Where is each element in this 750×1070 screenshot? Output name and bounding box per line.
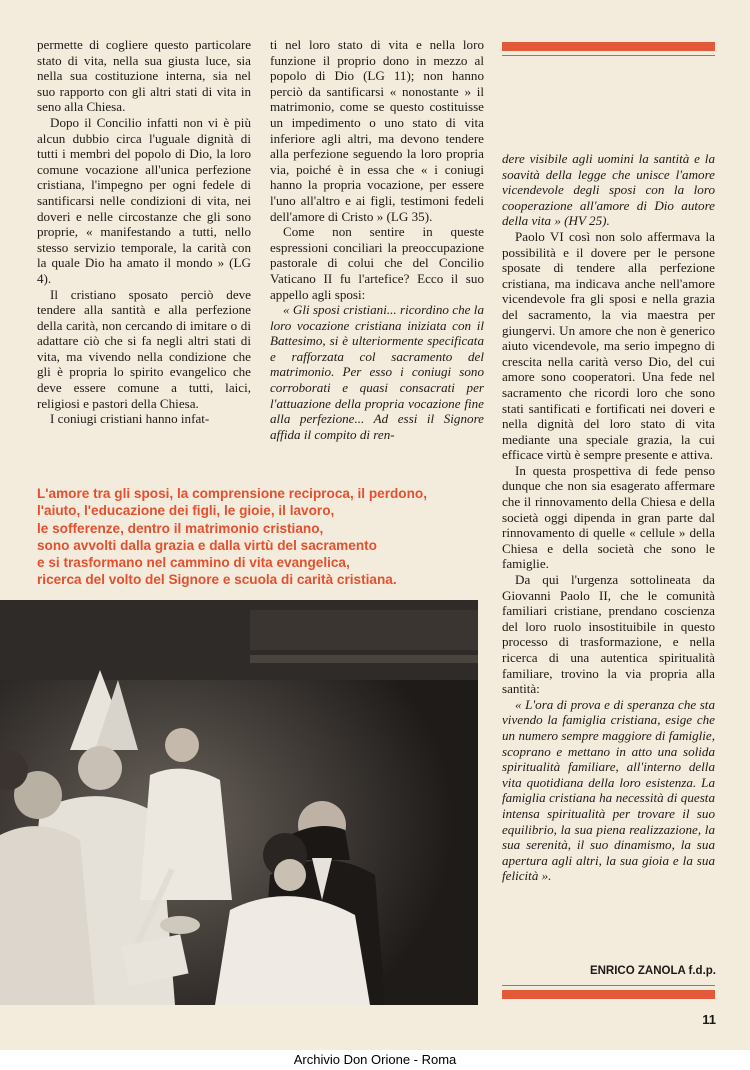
pull-quote-line: le sofferenze, dentro il matrimonio cristiano, <box>37 520 324 536</box>
quote-paragraph: dere visibile agli uomini la santità e la soavità della legge che unisce l'amore vicendevole degli sposi con la loro cooperazione all'amore di Dio autore della vita » (HV 25). <box>502 151 715 229</box>
paragraph: permette di cogliere questo particolare stato di vita, nella sua giusta luce, sia nella sua costituzione interna, sia nel suo rapporto con gli altri stati di vita in seno alla Chiesa. <box>37 37 251 115</box>
bottom-red-rule <box>502 985 715 986</box>
paragraph: ti nel loro stato di vita e nella loro funzione il proprio dono in mezzo al popolo di Dio (LG 11); non hanno perciò da santificarsi « nonostante » il matrimonio, come se questo costituisse un impedimento o uno stato di vita inferiore agli altri, ma devono tendere alla perfezione seguendo la loro propria via, poiché è in essa che « i coniugi hanno la propria vocazione, per essere l'uno all'altro e ai figli, testimoni fedeli dell'amore di Cristo » (LG 35). <box>270 37 484 224</box>
paragraph: Dopo il Concilio infatti non vi è più alcun dubbio circa l'uguale dignità di tutti i membri del popolo di Dio, la loro comune vocazione all'unica perfezione cristiana, l'impegno per ogni fedele di santificarsi nelle condizioni di vita, nei doveri e nelle circostanze che gli sono proprie, « manifestando a tutti, nello stesso servizio temporale, la carità con la quale Dio ha amato il mondo » (LG 4). <box>37 114 251 286</box>
page-number: 11 <box>702 1012 716 1027</box>
author-signature: ENRICO ZANOLA f.d.p. <box>589 965 716 977</box>
paragraph: Come non sentire in queste espressioni conciliari la preoccupazione pastorale di colui che del Concilio Vaticano II fu l'artefice? Ecco il suo appello agli sposi: <box>270 224 484 302</box>
text-column-2 <box>270 37 484 442</box>
pull-quote-line: l'aiuto, l'educazione dei figli, le gioie, il lavoro, <box>37 503 335 519</box>
top-red-bar <box>502 42 715 51</box>
pull-quote-line: ricerca del volto del Signore e scuola di carità cristiana. <box>37 572 397 588</box>
text-column-2-continued <box>502 151 715 884</box>
quote-paragraph: « L'ora di prova e di speranza che sta vivendo la famiglia cristiana, esige che un numero sempre maggiore di famiglie, scoprano e mettano in atto una solida spiritualità familiare, all'interno della vita quotidiana della loro esistenza. La famiglia cristiana ha necessità di questa intensa spiritualità per trovare il suo equilibrio, la sua piena realizzazione, la sua serenità, il suo dinamismo, la sua apertura agli altri, la sua gioia e la sua felicità ». <box>502 696 715 884</box>
paragraph: I coniugi cristiani hanno infat- <box>50 411 210 427</box>
pull-quote-line: sono avvolti dalla grazia e dalla virtù del sacramento <box>37 537 377 553</box>
top-red-rule <box>502 55 715 56</box>
pull-quote <box>37 485 487 589</box>
archive-footer: Archivio Don Orione - Roma <box>293 1052 457 1067</box>
paragraph: Paolo VI così non solo affermava la possibilità e il dovere per le persone sposate di tendere alla perfezione cristiana, ma indicava anche nell'amore vicendevole fra gli sposi e nella grazia del sacramento, la via maestra per giungervi. Un amore che non è generico aiuto vicendevole, ma serio impegno di crescita nella carità verso Dio, del cui amore sono cooperatori. Una fede nel sacramento che ricordi loro che sono stati santificati e fortificati nei doveri e nella dignità del loro stato di vita mediante una speciale grazia, la cui efficace virtù è sempre presente e attiva. <box>502 228 715 463</box>
paragraph: In questa prospettiva di fede penso dunque che non sia esagerato affermare che il rinnovamento della Chiesa e della società oggi dipenda in gran parte dal rinnovamento di quelle « cellule » della Chiesa e della società che sono le famiglie. <box>502 462 715 572</box>
wedding-ceremony-photo <box>0 600 478 1005</box>
paragraph: Da qui l'urgenza sottolineata da Giovanni Paolo II, che le comunità familiari cristiane, prendano coscienza del loro ruolo insostituibile in questo processo di trasformazione, e nella ricerca di una autentica spiritualità familiare, trovino la via propria alla santità: <box>502 572 715 697</box>
text-column-1 <box>37 37 251 427</box>
quote-paragraph: « Gli sposi cristiani... ricordino che la loro vocazione cristiana iniziata con il Battesimo, si è ulteriormente specificata e rafforzata col sacramento del matrimonio. Per esso i coniugi sono corroborati e quasi consacrati per l'attuazione della propria vocazione fine alla perfezione... Ad essi il Signore affida il compito di ren- <box>270 302 484 442</box>
photo-illustration <box>0 600 478 1005</box>
paragraph: Il cristiano sposato perciò deve tendere alla santità e alla perfezione della carità, non cercando di imitare o di adattare ciò che si fa negli altri stati di vita, ma vivendo nella condizione che gli è propria lo spirito evangelico che deve essere comune a tutti, laici, religiosi e pastori della Chiesa. <box>37 286 251 411</box>
pull-quote-line: e si trasformano nel cammino di vita evangelica, <box>37 555 350 571</box>
pull-quote-line: L'amore tra gli sposi, la comprensione reciproca, il perdono, <box>37 486 427 501</box>
bottom-red-bar <box>502 990 715 999</box>
